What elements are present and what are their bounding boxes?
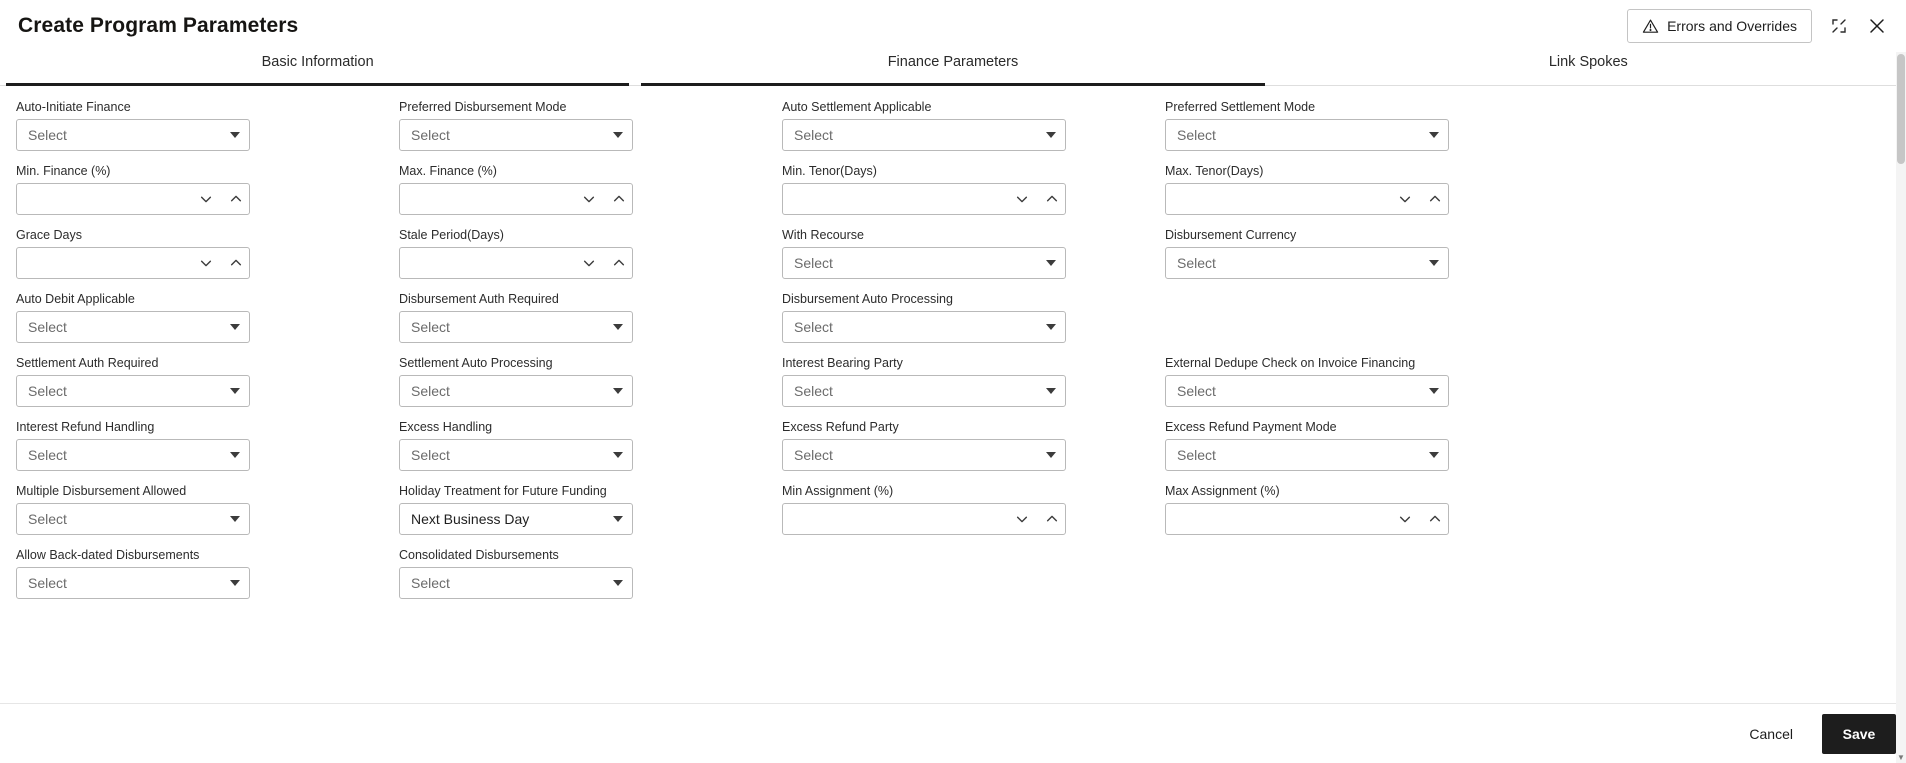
holiday-treatment-for-future-funding-select[interactable] (399, 503, 633, 535)
interest-refund-handling-value: Select (28, 447, 67, 463)
chevron-down-icon[interactable] (199, 192, 213, 206)
field-max-tenor-days (1165, 164, 1548, 228)
field-interest-refund-handling (16, 420, 399, 484)
tab-link-spokes-label: Link Spokes (1548, 54, 1628, 70)
with-recourse-value: Select (794, 255, 833, 271)
field-preferred-disbursement-mode (399, 100, 782, 164)
chevron-down-icon[interactable] (1398, 192, 1412, 206)
chevron-up-icon[interactable] (1428, 192, 1442, 206)
field-auto-settlement-applicable (782, 100, 1165, 164)
field-settlement-auth-required (16, 356, 399, 420)
scroll-down-icon[interactable]: ▼ (1897, 752, 1905, 762)
field-empty-cell-1 (1165, 292, 1548, 356)
preferred-disbursement-mode-select[interactable] (399, 119, 633, 151)
field-max-assignment-percent (1165, 484, 1548, 548)
settlement-auto-processing-label: Settlement Auto Processing (399, 356, 553, 370)
field-min-finance-percent (16, 164, 399, 228)
auto-settlement-applicable-value: Select (794, 127, 833, 143)
multiple-disbursement-allowed-label: Multiple Disbursement Allowed (16, 484, 187, 498)
chevron-up-icon[interactable] (229, 192, 243, 206)
auto-debit-applicable-select[interactable] (16, 311, 250, 343)
chevron-down-icon[interactable] (1046, 260, 1056, 266)
page-title: Create Program Parameters (18, 14, 299, 37)
auto-initiate-finance-select[interactable] (16, 119, 250, 151)
auto-debit-applicable-label: Auto Debit Applicable (16, 292, 135, 306)
min-tenor-days-stepper[interactable] (782, 183, 1066, 215)
chevron-down-icon[interactable] (1046, 132, 1056, 138)
close-icon[interactable] (1866, 15, 1888, 37)
stale-period-days-label: Stale Period(Days) (399, 228, 504, 242)
chevron-down-icon[interactable] (582, 256, 596, 270)
disbursement-currency-select[interactable] (1165, 247, 1449, 279)
field-multiple-disbursement-allowed (16, 484, 399, 548)
auto-settlement-applicable-label: Auto Settlement Applicable (782, 100, 932, 114)
max-finance-percent-label: Max. Finance (%) (399, 164, 497, 178)
minimize-icon[interactable] (1828, 15, 1850, 37)
field-interest-bearing-party (782, 356, 1165, 420)
dialog-header (0, 0, 1906, 52)
field-disbursement-auth-required (399, 292, 782, 356)
chevron-down-icon[interactable] (230, 388, 240, 394)
interest-bearing-party-label: Interest Bearing Party (782, 356, 903, 370)
allow-back-dated-disbursements-label: Allow Back-dated Disbursements (16, 548, 200, 562)
disbursement-auth-required-value: Select (411, 319, 450, 335)
chevron-down-icon[interactable] (1429, 132, 1439, 138)
preferred-settlement-mode-label: Preferred Settlement Mode (1165, 100, 1316, 114)
chevron-down-icon[interactable] (613, 388, 623, 394)
chevron-down-icon[interactable] (613, 132, 623, 138)
errors-and-overrides-button[interactable] (1627, 9, 1812, 43)
tab-finance-parameters-label: Finance Parameters (887, 54, 1019, 70)
chevron-down-icon[interactable] (230, 516, 240, 522)
min-tenor-days-label: Min. Tenor(Days) (782, 164, 877, 178)
field-max-finance-percent (399, 164, 782, 228)
holiday-treatment-for-future-funding-label: Holiday Treatment for Future Funding (399, 484, 607, 498)
max-finance-percent-stepper[interactable] (399, 183, 633, 215)
settlement-auth-required-label: Settlement Auth Required (16, 356, 159, 370)
chevron-down-icon[interactable] (613, 452, 623, 458)
chevron-down-icon[interactable] (1046, 388, 1056, 394)
field-excess-refund-party (782, 420, 1165, 484)
external-dedupe-check-on-invoice-financing-select[interactable] (1165, 375, 1449, 407)
grace-days-stepper[interactable] (16, 247, 250, 279)
chevron-down-icon[interactable] (1046, 324, 1056, 330)
chevron-down-icon[interactable] (613, 516, 623, 522)
chevron-up-icon[interactable] (612, 256, 626, 270)
preferred-settlement-mode-value: Select (1177, 127, 1216, 143)
chevron-down-icon[interactable] (230, 580, 240, 586)
disbursement-currency-label: Disbursement Currency (1165, 228, 1297, 242)
cancel-button[interactable]: Cancel (1734, 717, 1808, 751)
excess-refund-party-select[interactable] (782, 439, 1066, 471)
warning-triangle-icon (1642, 18, 1659, 35)
chevron-up-icon[interactable] (1045, 192, 1059, 206)
with-recourse-select[interactable] (782, 247, 1066, 279)
chevron-down-icon[interactable] (1015, 512, 1029, 526)
disbursement-auth-required-label: Disbursement Auth Required (399, 292, 559, 306)
chevron-down-icon[interactable] (199, 256, 213, 270)
max-tenor-days-stepper[interactable] (1165, 183, 1449, 215)
auto-initiate-finance-value: Select (28, 127, 67, 143)
min-assignment-percent-stepper[interactable] (782, 503, 1066, 535)
excess-handling-value: Select (411, 447, 450, 463)
auto-initiate-finance-label: Auto-Initiate Finance (16, 100, 131, 114)
max-assignment-percent-spinner (1398, 504, 1442, 534)
chevron-down-icon[interactable] (1398, 512, 1412, 526)
consolidated-disbursements-value: Select (411, 575, 450, 591)
interest-bearing-party-select[interactable] (782, 375, 1066, 407)
allow-back-dated-disbursements-select[interactable] (16, 567, 250, 599)
field-settlement-auto-processing (399, 356, 782, 420)
disbursement-auth-required-select[interactable] (399, 311, 633, 343)
excess-refund-payment-mode-label: Excess Refund Payment Mode (1165, 420, 1337, 434)
settlement-auth-required-select[interactable] (16, 375, 250, 407)
field-disbursement-auto-processing (782, 292, 1165, 356)
chevron-down-icon[interactable] (1015, 192, 1029, 206)
tab-basic-information[interactable] (0, 52, 635, 85)
field-min-tenor-days (782, 164, 1165, 228)
preferred-disbursement-mode-label: Preferred Disbursement Mode (399, 100, 567, 114)
dialog-footer (0, 703, 1906, 763)
chevron-down-icon[interactable] (582, 192, 596, 206)
allow-back-dated-disbursements-value: Select (28, 575, 67, 591)
field-disbursement-currency (1165, 228, 1548, 292)
chevron-down-icon[interactable] (613, 580, 623, 586)
disbursement-currency-value: Select (1177, 255, 1216, 271)
field-empty-cell-3 (1165, 548, 1548, 612)
min-assignment-percent-label: Min Assignment (%) (782, 484, 894, 498)
parameters-grid (0, 100, 1906, 612)
stale-period-days-spinner (582, 248, 626, 278)
tab-link-spokes[interactable] (1271, 52, 1906, 85)
field-preferred-settlement-mode (1165, 100, 1548, 164)
field-min-assignment-percent (782, 484, 1165, 548)
grace-days-spinner (199, 248, 243, 278)
chevron-down-icon[interactable] (230, 452, 240, 458)
grace-days-label: Grace Days (16, 228, 82, 242)
external-dedupe-check-on-invoice-financing-label: External Dedupe Check on Invoice Financing (1165, 356, 1416, 370)
chevron-up-icon[interactable] (229, 256, 243, 270)
min-finance-percent-spinner (199, 184, 243, 214)
field-auto-initiate-finance (16, 100, 399, 164)
auto-debit-applicable-value: Select (28, 319, 67, 335)
interest-refund-handling-select[interactable] (16, 439, 250, 471)
interest-bearing-party-value: Select (794, 383, 833, 399)
consolidated-disbursements-select[interactable] (399, 567, 633, 599)
min-finance-percent-stepper[interactable] (16, 183, 250, 215)
chevron-down-icon[interactable] (1429, 388, 1439, 394)
scroll-thumb[interactable] (1897, 54, 1905, 164)
min-finance-percent-label: Min. Finance (%) (16, 164, 111, 178)
settlement-auto-processing-value: Select (411, 383, 450, 399)
max-assignment-percent-stepper[interactable] (1165, 503, 1449, 535)
preferred-settlement-mode-select[interactable] (1165, 119, 1449, 151)
field-empty-cell-2 (782, 548, 1165, 612)
settlement-auth-required-value: Select (28, 383, 67, 399)
chevron-down-icon[interactable] (613, 324, 623, 330)
excess-handling-label: Excess Handling (399, 420, 493, 434)
chevron-down-icon[interactable] (1429, 260, 1439, 266)
save-button[interactable]: Save (1822, 714, 1896, 754)
tab-bar (0, 52, 1906, 86)
excess-refund-payment-mode-select[interactable] (1165, 439, 1449, 471)
chevron-down-icon[interactable] (230, 132, 240, 138)
field-holiday-treatment-for-future-funding (399, 484, 782, 548)
interest-refund-handling-label: Interest Refund Handling (16, 420, 155, 434)
disbursement-auto-processing-label: Disbursement Auto Processing (782, 292, 953, 306)
field-consolidated-disbursements (399, 548, 782, 612)
min-tenor-days-spinner (1015, 184, 1059, 214)
external-dedupe-check-on-invoice-financing-value: Select (1177, 383, 1216, 399)
field-excess-handling (399, 420, 782, 484)
chevron-up-icon[interactable] (1045, 512, 1059, 526)
max-finance-percent-spinner (582, 184, 626, 214)
disbursement-auto-processing-select[interactable] (782, 311, 1066, 343)
form-area (0, 86, 1906, 703)
field-stale-period-days (399, 228, 782, 292)
tab-finance-parameters[interactable] (635, 52, 1270, 85)
tab-basic-information-label: Basic Information (261, 54, 374, 70)
chevron-down-icon[interactable] (1046, 452, 1056, 458)
holiday-treatment-for-future-funding-value: Next Business Day (411, 511, 530, 527)
excess-refund-payment-mode-value: Select (1177, 447, 1216, 463)
field-excess-refund-payment-mode (1165, 420, 1548, 484)
stale-period-days-stepper[interactable] (399, 247, 633, 279)
multiple-disbursement-allowed-value: Select (28, 511, 67, 527)
chevron-up-icon[interactable] (612, 192, 626, 206)
errors-and-overrides-label: Errors and Overrides (1667, 18, 1797, 34)
min-assignment-percent-spinner (1015, 504, 1059, 534)
excess-refund-party-label: Excess Refund Party (782, 420, 899, 434)
with-recourse-label: With Recourse (782, 228, 864, 242)
max-assignment-percent-label: Max Assignment (%) (1165, 484, 1280, 498)
chevron-down-icon[interactable] (230, 324, 240, 330)
field-auto-debit-applicable (16, 292, 399, 356)
excess-refund-party-value: Select (794, 447, 833, 463)
max-tenor-days-spinner (1398, 184, 1442, 214)
header-actions (1627, 9, 1888, 43)
disbursement-auto-processing-value: Select (794, 319, 833, 335)
field-with-recourse (782, 228, 1165, 292)
field-external-dedupe-check-on-invoice-financing (1165, 356, 1548, 420)
excess-handling-select[interactable] (399, 439, 633, 471)
max-tenor-days-label: Max. Tenor(Days) (1165, 164, 1264, 178)
vertical-scrollbar[interactable] (1896, 52, 1906, 763)
preferred-disbursement-mode-value: Select (411, 127, 450, 143)
multiple-disbursement-allowed-select[interactable] (16, 503, 250, 535)
settlement-auto-processing-select[interactable] (399, 375, 633, 407)
consolidated-disbursements-label: Consolidated Disbursements (399, 548, 559, 562)
chevron-up-icon[interactable] (1428, 512, 1442, 526)
field-grace-days (16, 228, 399, 292)
auto-settlement-applicable-select[interactable] (782, 119, 1066, 151)
field-allow-back-dated-disbursements (16, 548, 399, 612)
chevron-down-icon[interactable] (1429, 452, 1439, 458)
